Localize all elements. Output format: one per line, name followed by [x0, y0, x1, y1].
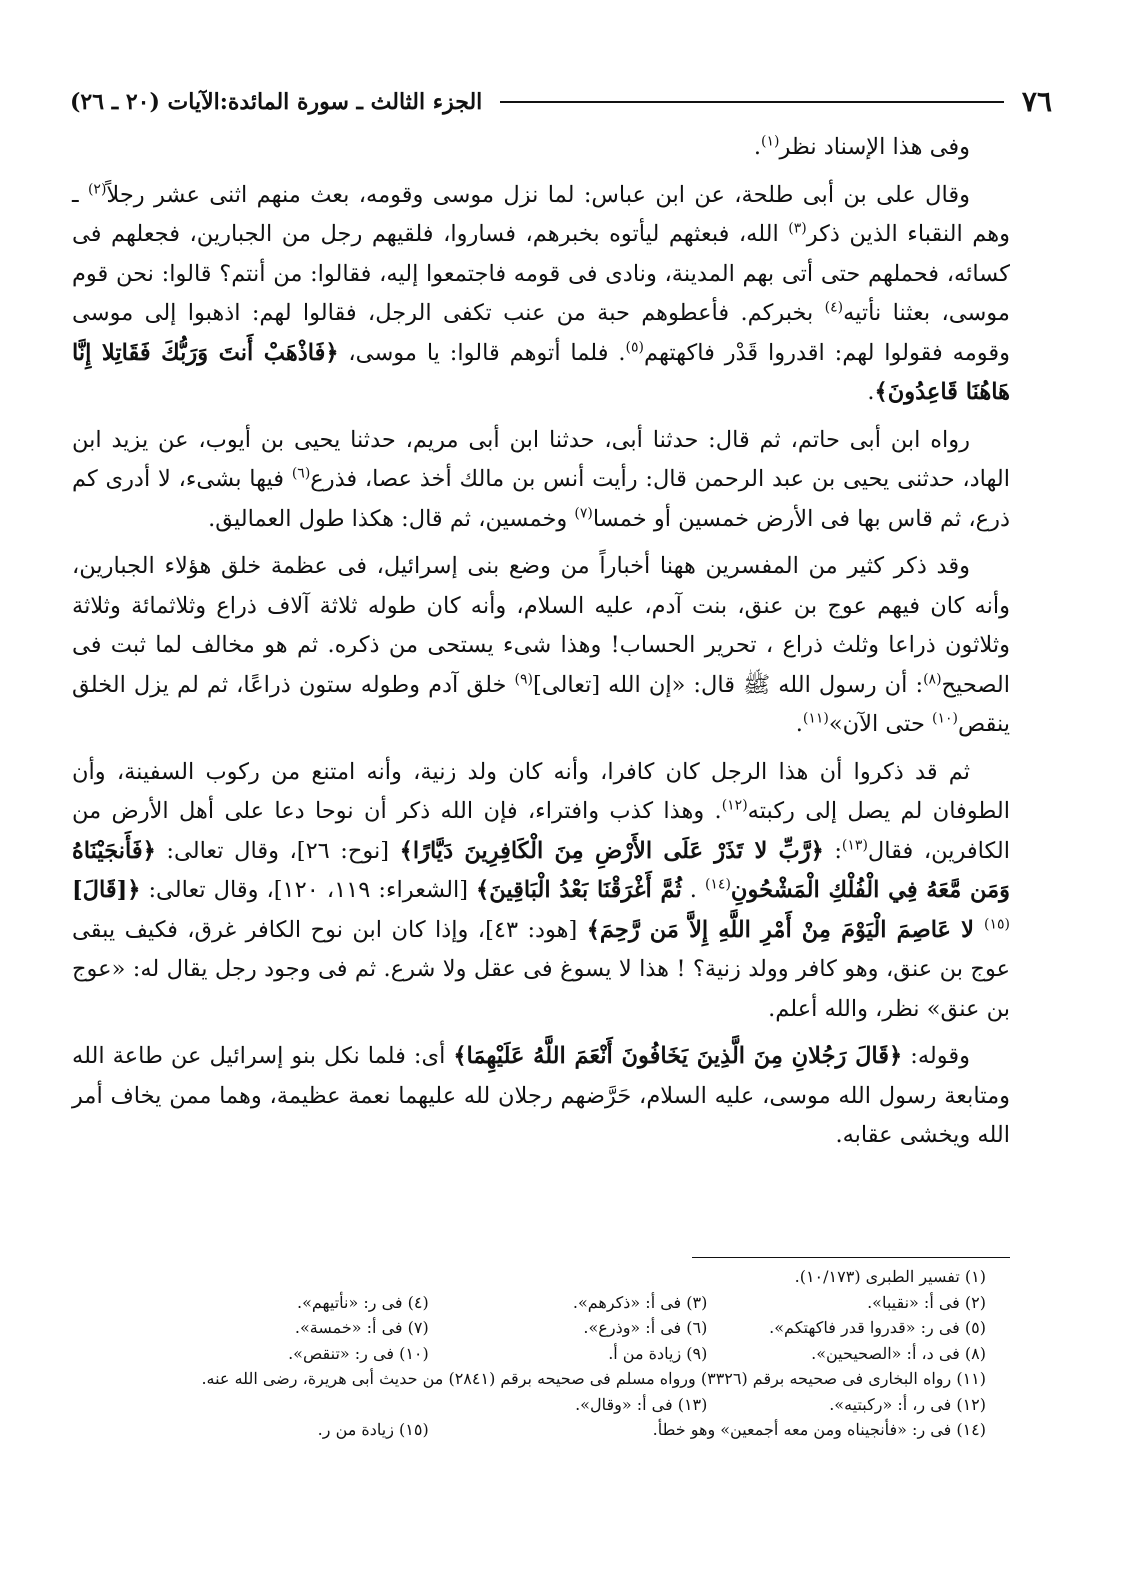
- footnote-7: (٧) فى أ: «خمسة».: [294, 1318, 429, 1337]
- text-run: وقال على بن أبى طلحة، عن ابن عباس: لما نزل موسى وقومه، بعث منهم اثنى عشر رجلاً: [106, 181, 970, 208]
- footnote-ref: (١٠): [932, 710, 958, 727]
- quran-verse: ﴿رَّبِّ لا تَذَرْ عَلَى الأَرْضِ مِنَ الْكَافِرِينَ دَيَّارًا﴾: [399, 837, 824, 864]
- footnote-12: (١٢) فى ر، أ: «ركبتيه».: [829, 1394, 986, 1414]
- main-text: [72, 128, 1010, 1164]
- text-run: [نوح: ٢٦]، وقال تعالى:: [155, 837, 400, 864]
- text-run: حتى الآن»: [828, 711, 933, 737]
- quran-verse: ﴿فَأَنجَيْنَاهُ وَمَن مَّعَهُ فِي الْفُلْكِ الْمَشْحُونِ: [72, 837, 1010, 903]
- text-run: خلق آدم وطوله ستون ذراعًا، ثم لم يزل الخلق ينقص: [72, 671, 1010, 737]
- paragraph-4: [72, 547, 1010, 745]
- footnote-4: (٤) فى ر: «نأتيهم».: [297, 1292, 429, 1312]
- footnote-ref: (٩): [514, 671, 533, 687]
- footnote-1: (١) تفسير الطبرى (١٠/١٧٣).: [794, 1267, 986, 1286]
- footnote-rule: [692, 1257, 1010, 1258]
- footnote-row: [150, 1264, 986, 1290]
- text-run: ـ وهم النقباء الذين ذكر: [72, 181, 1010, 247]
- footnote-8: (٨) فى د، أ: «الصحيحين».: [811, 1343, 986, 1363]
- page-number: ٧٦: [1021, 85, 1052, 118]
- text-run: . فلما أتوهم قالوا: يا موسى،: [338, 339, 626, 366]
- text-run: وقد ذكر كثير من المفسرين ههنا أخباراً من وضع بنى إسرائيل، فى عظمة خلق هؤلاء الجبارين، وأنه كان فيهم عوج بن عنق، بنت آدم، عليه السلام، وأنه كان طوله ثلاثة آلاف ذراع وثلاثمائة وثلاثة وثلاثون ذراعا وثلث ذراع ، تحرير الحساب! وهذا شىء يستحى من ذكره. ثم هو مخالف لما ثبت فى الصحيح: [72, 553, 1010, 698]
- paragraph-3: [72, 421, 1010, 540]
- footnote-ref: (١٤): [704, 876, 731, 893]
- footnote-ref: (١٢): [721, 797, 748, 814]
- footnote-2: (٢) فى أ: «نقيبا».: [867, 1292, 986, 1312]
- footnote-15: (١٥) زيادة من ر.: [317, 1420, 429, 1439]
- paragraph-5: [72, 753, 1010, 1030]
- footnote-ref: (١): [761, 133, 780, 150]
- footnote-row: [150, 1417, 986, 1443]
- footnote-ref: (٦): [291, 465, 311, 482]
- footnotes: [150, 1264, 986, 1443]
- quran-verse: ﴿فَاذْهَبْ أَنتَ وَرَبُّكَ فَقَاتِلا إِنَّا هَاهُنَا قَاعِدُونَ﴾: [72, 339, 1010, 405]
- footnote-row: [150, 1392, 986, 1418]
- footnote-13: (١٣) فى أ: «وقال».: [575, 1394, 708, 1414]
- page-header: [70, 82, 1052, 122]
- text-run: ثم قد ذكروا أن هذا الرجل كان كافرا، وأنه كان ولد زنية، وأنه امتنع من ركوب السفينة، وأن الطوفان لم يصل إلى ركبته: [72, 758, 1010, 824]
- footnote-row: [150, 1290, 986, 1316]
- footnote-ref: (١٣): [841, 837, 868, 853]
- text-run: بخبركم. فأعطوهم حبة من عنب تكفى الرجل، فقالوا لهم: اذهبوا إلى موسى وقومه فقولوا لهم: اقدروا قَدْر فاكهتهم: [72, 300, 1011, 366]
- text-run: [هود: ٤٣]، وإذا كان ابن نوح الكافر غرق، فكيف يبقى عوج بن عنق، وهو كافر وولد زنية؟ ! هذا لا يسوغ فى عقل ولا شرع. ثم فى وجود رجل يقال له: «عوج بن عنق» نظر، والله أعلم.: [72, 916, 1010, 1022]
- quran-verse: ﴿قَالَ رَجُلانِ مِنَ الَّذِينَ يَخَافُونَ أَنْعَمَ اللَّهُ عَلَيْهِمَا﴾: [453, 1043, 903, 1069]
- running-title: الجزء الثالث ـ سورة المائدة:الآيات (٢٠ ـ ٢٦): [70, 89, 483, 115]
- paragraph-2: [72, 176, 1010, 413]
- footnote-9: (٩) زيادة من أ.: [608, 1343, 708, 1363]
- text-run: .: [867, 379, 875, 405]
- footnote-11: (١١) رواه البخارى فى صحيحه برقم (٣٣٢٦) ورواه مسلم فى صحيحه برقم (٢٨٤١) من حديث أبى هريرة، رضى الله عنه.: [201, 1369, 986, 1388]
- footnote-ref: (١٥): [984, 916, 1011, 932]
- footnote-ref: (٨): [923, 671, 942, 687]
- footnote-6: (٦) فى أ: «وذرع».: [583, 1318, 708, 1337]
- footnote-ref: (٣): [788, 220, 807, 237]
- footnote-5: (٥) فى ر: «قدروا قدر فاكهتكم».: [769, 1318, 986, 1337]
- quran-verse: لا عَاصِمَ الْيَوْمَ مِنْ أَمْرِ اللَّهِ إِلاَّ مَن رَّحِمَ﴾: [586, 916, 985, 943]
- footnote-ref: (١١): [802, 710, 829, 727]
- text-run: . وهذا كذب وافتراء، فإن الله ذكر أن نوحا دعا على أهل الأرض من الكافرين، فقال: [72, 798, 1011, 864]
- header-rule: [500, 101, 1004, 103]
- text-run: [الشعراء: ١١٩، ١٢٠]، وقال تعالى:: [140, 877, 477, 903]
- footnote-3: (٣) فى أ: «ذكرهم».: [572, 1292, 708, 1312]
- text-run: :: [823, 837, 842, 864]
- footnote-ref: (٧): [574, 505, 593, 521]
- text-run: وخمسين، ثم قال: هكذا طول العماليق.: [208, 505, 575, 532]
- text-run: .: [681, 877, 705, 903]
- footnote-row: [150, 1341, 986, 1367]
- text-run: وقوله:: [902, 1043, 970, 1069]
- quran-verse: ثُمَّ أَغْرَقْنَا بَعْدُ الْبَاقِينَ﴾: [476, 877, 682, 903]
- footnote-ref: (٢): [87, 181, 107, 197]
- footnote-14: (١٤) فى ر: «فأنجيناه ومن معه أجمعين» وهو خطأ.: [652, 1420, 986, 1439]
- paragraph-1: [72, 128, 1010, 168]
- text-run: .: [795, 711, 803, 737]
- quran-verse: ﴿[قَالَ]: [72, 877, 141, 903]
- text-run: رواه ابن أبى حاتم، ثم قال: حدثنا أبى، حدثنا ابن أبى مريم، حدثنا يحيى بن أيوب، عن يزيد ابن الهاد، حدثنى يحيى بن عبد الرحمن قال: رأيت أنس بن مالك أخذ عصا، فذرع: [72, 426, 1010, 492]
- footnote-ref: (٤): [824, 299, 844, 316]
- paragraph-6: [72, 1037, 1010, 1156]
- footnote-row: [150, 1366, 986, 1392]
- footnote-ref: (٥): [625, 339, 644, 355]
- text-run: .: [753, 134, 762, 160]
- footnote-row: [150, 1315, 986, 1341]
- footnote-10: (١٠) فى ر: «تنقص».: [288, 1343, 429, 1363]
- text-run: فيها بشىء، لا أدرى كم ذرع، ثم قاس بها فى الأرض خمسين أو خمسا: [72, 466, 1010, 532]
- text-run: : أن رسول الله ﷺ قال: «إن الله [تعالى]: [532, 671, 924, 698]
- text-run: وفى هذا الإسناد نظر: [779, 134, 970, 160]
- text-run: أى: فلما نكل بنو إسرائيل عن طاعة الله ومتابعة رسول الله موسى، عليه السلام، حَرَّضهم رجلان لله عليهما نعمة عظيمة، وهما ممن يخاف أمر الله ويخشى عقابه.: [72, 1043, 1010, 1148]
- text-run: الله، فبعثهم ليأتوه بخبرهم، فساروا، فلقيهم رجل من الجبارين، فجعلهم فى كسائه، فحملهم حتى أتى بهم المدينة، ونادى فى قومه فاجتمعوا إليه، فقالوا: من أنتم؟ قالوا: نحن قوم موسى، بعثنا نأتيه: [72, 221, 1010, 326]
